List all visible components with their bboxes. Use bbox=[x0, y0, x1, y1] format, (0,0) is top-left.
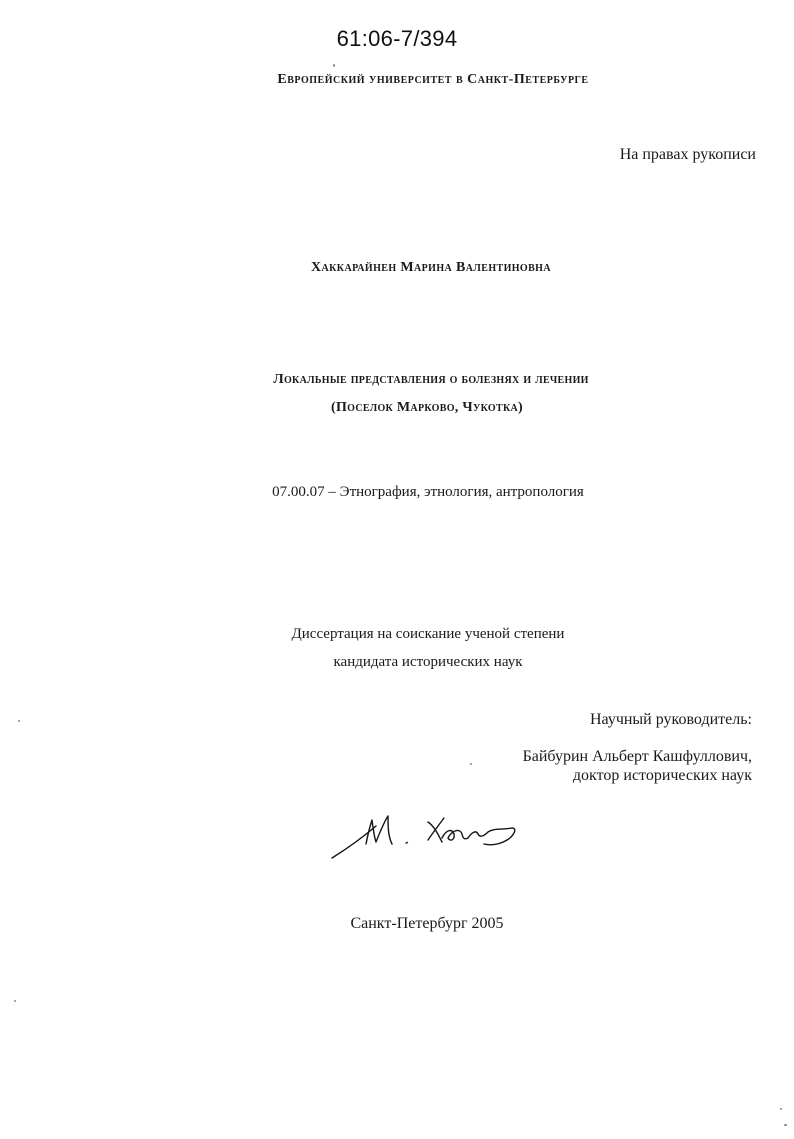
scan-speck bbox=[14, 1000, 16, 1002]
catalog-number: 61:06-7/394 bbox=[336, 26, 458, 51]
handwritten-signature bbox=[326, 808, 526, 868]
scan-speck bbox=[784, 1124, 787, 1126]
scan-speck bbox=[18, 720, 20, 722]
university-name: Европейский университет в Санкт-Петербурге bbox=[277, 72, 589, 87]
scan-speck bbox=[333, 64, 335, 67]
scan-speck bbox=[780, 1108, 782, 1110]
supervisor-label: Научный руководитель: bbox=[589, 711, 752, 728]
dissertation-title-line-1: Локальные представления о болезнях и лечении bbox=[273, 372, 589, 387]
dissertation-title-line-2: (Поселок Марково, Чукотка) bbox=[331, 400, 523, 415]
supervisor-degree: доктор исторических наук bbox=[572, 767, 752, 784]
specialty-code: 07.00.07 – Этнография, этнология, антропология bbox=[272, 484, 584, 500]
degree-statement-line-2: кандидата исторических наук bbox=[333, 654, 523, 670]
supervisor-name: Байбурин Альберт Кашфуллович, bbox=[522, 748, 752, 765]
scan-speck bbox=[470, 763, 472, 765]
degree-statement-line-1: Диссертация на соискание ученой степени bbox=[291, 626, 565, 642]
city-and-year: Санкт-Петербург 2005 bbox=[350, 915, 504, 932]
rights-note: На правах рукописи bbox=[619, 146, 756, 163]
author-name: Хаккарайнен Марина Валентиновна bbox=[311, 260, 551, 275]
